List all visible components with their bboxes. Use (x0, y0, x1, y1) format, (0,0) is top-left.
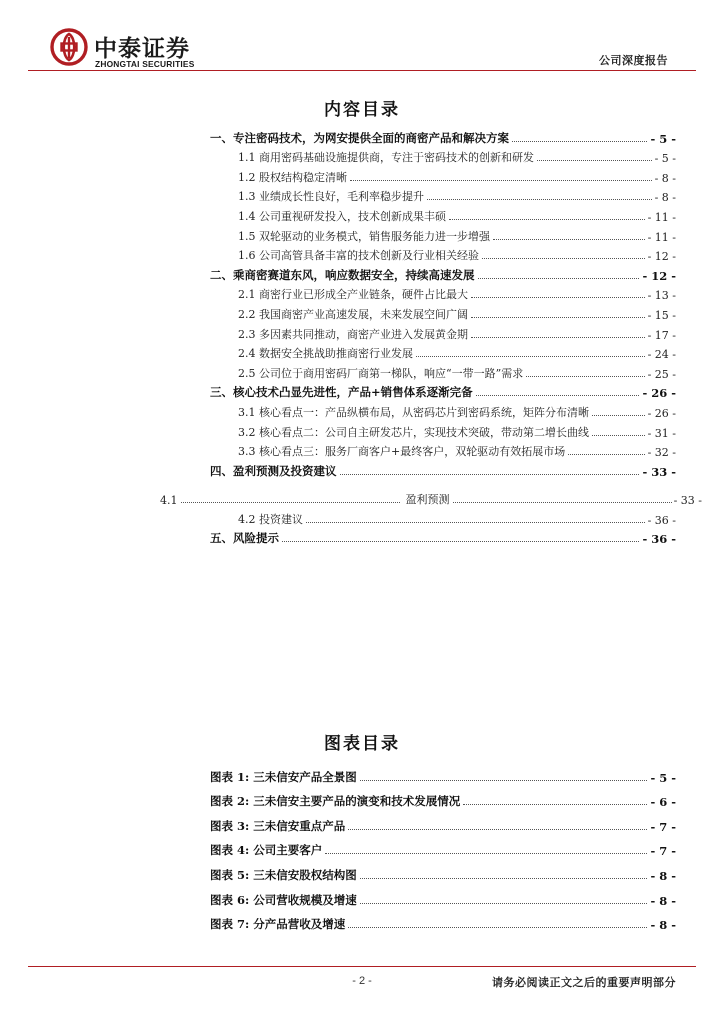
toc-item[interactable]: 1.6 公司高管具备丰富的技术创新及行业相关经验 - 12 - (238, 249, 676, 264)
figure-item[interactable]: 图表 2: 三未信安主要产品的演变和技术发展情况 - 6 - (210, 794, 676, 810)
figure-item[interactable]: 图表 5: 三未信安股权结构图 - 8 - (210, 867, 676, 883)
report-type: 公司深度报告 (599, 54, 668, 67)
toc-item[interactable]: 4.2 投资建议 - 36 - (238, 512, 676, 527)
toc-item[interactable]: 2.5 公司位于商用密码厂商第一梯队，响应“一带一路”需求 - 25 - (238, 366, 676, 381)
toc-item[interactable]: 1.3 业绩成长性良好，毛利率稳步提升 - 8 - (238, 190, 676, 205)
company-logo (50, 28, 230, 72)
toc-item[interactable]: 3.2 核心看点二：公司自主研发芯片，实现技术突破，带动第二增长曲线 - 31 - (238, 425, 676, 440)
toc-item[interactable]: 1.5 双轮驱动的业务模式，销售服务能力进一步增强 - 11 - (238, 229, 676, 244)
zhongtai-logo-icon (50, 28, 88, 66)
toc-item[interactable]: 2.2 我国商密产业高速发展，未来发展空间广阔 - 15 - (238, 307, 676, 322)
toc-item[interactable]: 2.4 数据安全挑战助推商密行业发展 - 24 - (238, 347, 676, 362)
toc-item[interactable]: 3.3 核心看点三：服务厂商客户+最终客户，双轮驱动有效拓展市场 - 32 - (238, 445, 676, 460)
figure-item[interactable]: 图表 1: 三未信安产品全景图 - 5 - (210, 769, 676, 785)
figures-title: 图表目录 (324, 734, 400, 754)
header-divider (28, 70, 696, 71)
figure-item[interactable]: 图表 6: 公司营收规模及增速 - 8 - (210, 892, 676, 908)
toc-item-misaligned[interactable]: 4.1 盈利预测 - 33 - (160, 492, 702, 507)
page-number: - 2 - (352, 975, 372, 987)
figure-item[interactable]: 图表 4: 公司主要客户 - 7 - (210, 843, 676, 859)
toc-list-1 (210, 126, 676, 479)
figure-item[interactable]: 图表 3: 三未信安重点产品 - 7 - (210, 818, 676, 834)
figures-list (210, 760, 676, 932)
company-name-cn: 中泰证券 (94, 36, 190, 62)
toc-section[interactable]: 一、专注密码技术，为网安提供全面的商密产品和解决方案 - 5 - (210, 130, 676, 146)
toc-section[interactable]: 二、乘商密赛道东风，响应数据安全，持续高速发展 - 12 - (210, 267, 676, 283)
toc-item[interactable]: 2.3 多因素共同推动，商密产业进入发展黄金期 - 17 - (238, 327, 676, 342)
page-header (0, 0, 724, 80)
toc-section[interactable]: 四、盈利预测及投资建议 - 33 - (210, 463, 676, 479)
footer-divider (28, 966, 696, 967)
toc-title: 内容目录 (324, 100, 400, 120)
company-name-en: ZHONGTAI SECURITIES (95, 59, 195, 69)
toc-list-2 (210, 507, 676, 546)
figure-item[interactable]: 图表 7: 分产品营收及增速 - 8 - (210, 917, 676, 933)
toc-item[interactable]: 1.2 股权结构稳定清晰 - 8 - (238, 170, 676, 185)
footer-disclaimer: 请务必阅读正文之后的重要声明部分 (492, 976, 676, 989)
toc-section[interactable]: 五、风险提示 - 36 - (210, 531, 676, 547)
toc-item[interactable]: 2.1 商密行业已形成全产业链条，硬件占比最大 - 13 - (238, 288, 676, 303)
toc-item[interactable]: 1.1 商用密码基础设施提供商，专注于密码技术的创新和研发 - 5 - (238, 151, 676, 166)
toc-item[interactable]: 1.4 公司重视研发投入，技术创新成果丰硕 - 11 - (238, 209, 676, 224)
toc-item[interactable]: 3.1 核心看点一：产品纵横布局，从密码芯片到密码系统，矩阵分布清晰 - 26 - (238, 405, 676, 420)
toc-section[interactable]: 三、核心技术凸显先进性，产品+销售体系逐渐完备 - 26 - (210, 385, 676, 401)
